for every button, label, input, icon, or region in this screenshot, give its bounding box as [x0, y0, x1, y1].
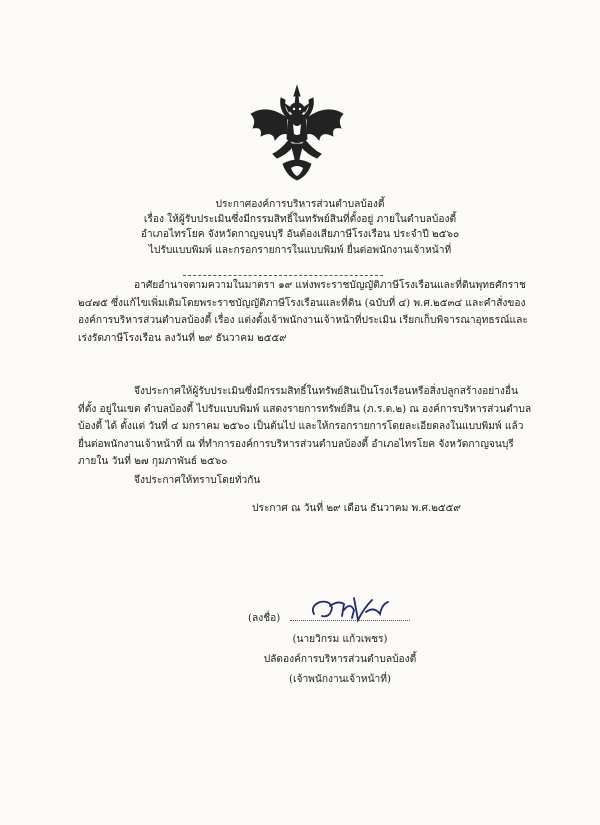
issuer-title: ประกาศองค์การบริหารส่วนตำบลบ้องตี้ — [215, 199, 385, 210]
paragraph-line: บ้องตี้ ได้ ตั้งแต่ วันที่ ๔ มกราคม ๒๕๖๐ เป็นต้นไป และให้กรอกรายการโดยละเอียดลงในแบบพิมพ์ แล้ว — [78, 421, 524, 433]
signer-position: ปลัดองค์การบริหารส่วนตำบลบ้องตี้ — [263, 654, 417, 665]
subject-line: ไปรับแบบพิมพ์ และกรอกรายการในแบบพิมพ์ ยื่นต่อพนักงานเจ้าหน้าที่ — [148, 244, 452, 256]
paragraph-closing — [78, 472, 260, 490]
paragraph-line: ที่ตั้ง อยู่ในเขต ตำบลบ้องตี้ ไปรับแบบพิมพ์ แสดงรายการทรัพย์สิน (ภ.ร.ด.๒) ณ องค์การบริหารส่วนตำบล — [78, 403, 532, 415]
paragraph-line: จึงประกาศให้ผู้รับประเมินซึ่งมีกรรมสิทธิ์ในทรัพย์สินเป็นโรงเรือนหรือสิ่งปลูกสร้างอย่างอื่น — [134, 386, 518, 397]
handwritten-signature-icon — [308, 592, 408, 626]
signature-label: (ลงชื่อ) — [248, 613, 281, 624]
garuda-emblem-icon — [247, 84, 347, 184]
subject-line: เรื่อง ให้ผู้รับประเมินซึ่งมีกรรมสิทธิ์ในทรัพย์สินที่ตั้งอยู่ ภายในตำบลบ้องตี้ — [143, 214, 457, 226]
paragraph-authority — [78, 277, 528, 347]
paragraph-line: ๒๔๗๕ ซึ่งแก้ไขเพิ่มเติมโดยพระราชบัญญัติภาษีโรงเรือนและที่ดิน (ฉบับที่ ๔) พ.ศ.๒๕๓๔ และคำสั่งของ — [78, 297, 526, 309]
signer-role: (เจ้าพนักงานเจ้าหน้าที่) — [289, 674, 391, 685]
signer-info — [250, 630, 430, 690]
announce-date: ประกาศ ณ วันที่ ๒๙ เดือน ธันวาคม พ.ศ.๒๕๕๙ — [252, 503, 461, 514]
paragraph-line: เร่งรัดภาษีโรงเรือน ลงวันที่ ๒๙ ธันวาคม ๒๕๕๙ — [78, 332, 287, 344]
paragraph-line: องค์การบริหารส่วนตำบลบ้องตี้ เรื่อง แต่งตั้งเจ้าพนักงานเจ้าหน้าที่ประเมิน เรียกเก็บพิจารณาอุทธรณ์และ — [78, 315, 528, 327]
paragraph-line: อาศัยอำนาจตามความในมาตรา ๑๙ แห่งพระราชบัญญัติภาษีโรงเรือนและที่ดินพุทธศักราช — [134, 280, 526, 291]
paragraph-instructions — [78, 383, 531, 471]
paragraph-line: จึงประกาศให้ทราบโดยทั่วกัน — [134, 475, 261, 486]
divider-line — [183, 275, 383, 276]
paragraph-line: ยื่นต่อพนักงานเจ้าหน้าที่ ณ ที่ทำการองค์การบริหารส่วนตำบลบ้องตี้ อำเภอไทรโยค จังหวัดกาญจนบุรี — [78, 438, 514, 450]
paragraph-line: ภายใน วันที่ ๒๗ กุมภาพันธ์ ๒๕๖๐ — [78, 456, 228, 468]
signer-name: (นายวิกรม แก้วเพชร) — [292, 634, 388, 645]
subject-line: อำเภอไทรโยค จังหวัดกาญจนบุรี อันต้องเสียภาษีโรงเรือน ประจำปี ๒๕๖๐ — [140, 229, 460, 241]
announcement-heading — [90, 197, 510, 258]
